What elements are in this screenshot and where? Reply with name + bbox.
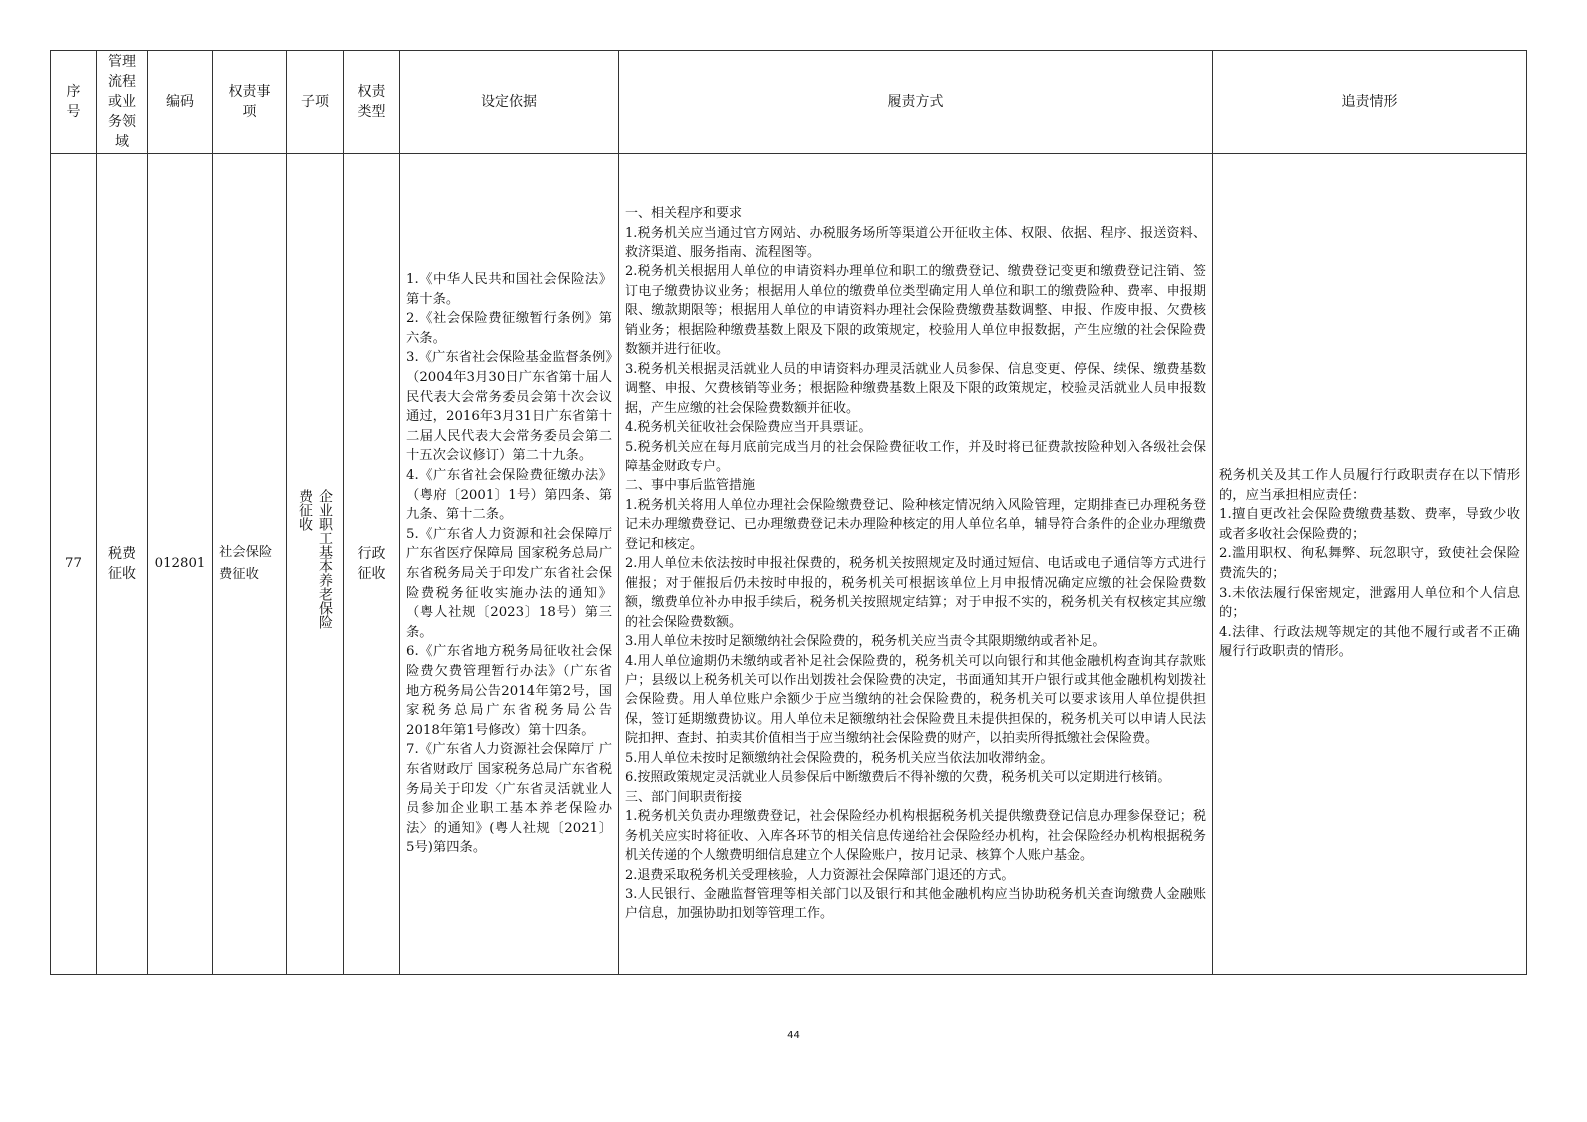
cell-code: 012801 (148, 154, 213, 975)
cell-method (619, 154, 1213, 975)
method-item: 3.税务机关根据灵活就业人员的申请资料办理灵活就业人员参保、信息变更、停保、续保、缴费基数调整、申报、欠费核销等业务；根据险种缴费基数上限及下限的政策规定，校验灵活就业人员申报数据，产生应缴的社会保险费数额并征收。 (625, 361, 1206, 416)
blame-intro: 税务机关及其工作人员履行行政职责存在以下情形的，应当承担相应责任： (1219, 468, 1520, 503)
blame-item: 1.擅自更改社会保险费缴费基数、费率，导致少收或者多收社会保险费的； (1219, 507, 1520, 542)
cell-seq: 77 (51, 154, 97, 975)
method-item: 4.用人单位逾期仍未缴纳或者补足社会保险费的，税务机关可以向银行和其他金融机构查询其存款账户；县级以上税务机关可以作出划拨社会保险费的决定，书面通知其开户银行或其他金融机构划拨社会保险费。用人单位账户余额少于应当缴纳的社会保险费的，税务机关可以要求该用人单位提供担保，签订延期缴费协议。用人单位未足额缴纳社会保险费且未提供担保的，税务机关可以申请人民法院扣押、查封、拍卖其价值相当于应当缴纳社会保险费的财产，以拍卖所得抵缴社会保险费。 (625, 653, 1206, 747)
basis-item: 1.《中华人民共和国社会保险法》第十条。 (406, 272, 612, 307)
header-domain: 管理流程或业务领域 (97, 51, 148, 154)
basis-item: 5.《广东省人力资源和社会保障厅 广东省医疗保障局 国家税务总局广东省税务局关于印发广东省社会保险费税务征收实施办法的通知》（粤人社规〔2023〕18号）第三条。 (406, 526, 612, 640)
method-heading: 二、事中事后监管措施 (625, 478, 756, 494)
method-item: 5.税务机关应在每月底前完成当月的社会保险费征收工作，并及时将已征费款按险种划入各级社会保障基金财政专户。 (625, 439, 1206, 474)
duty-table (50, 50, 1527, 975)
basis-item: 7.《广东省人力资源社会保障厅 广东省财政厅 国家税务总局广东省税务局关于印发〈广东省灵活就业人员参加企业职工基本养老保险办法〉的通知》(粤人社规〔2021〕5号)第四条。 (406, 742, 612, 856)
header-code: 编码 (148, 51, 213, 154)
method-item: 3.人民银行、金融监督管理等相关部门以及银行和其他金融机构应当协助税务机关查询缴费人金融账户信息，加强协助扣划等管理工作。 (625, 886, 1206, 922)
method-item: 3.用人单位未按时足额缴纳社会保险费的，税务机关应当责令其限期缴纳或者补足。 (625, 634, 1106, 650)
header-blame: 追责情形 (1213, 51, 1527, 154)
blame-item: 2.滥用职权、徇私舞弊、玩忽职守，致使社会保险费流失的； (1219, 546, 1520, 581)
header-type: 权责类型 (344, 51, 400, 154)
page-number: 44 (787, 1030, 800, 1041)
method-item: 1.税务机关应当通过官方网站、办税服务场所等渠道公开征收主体、权限、依据、程序、报送资料、救济渠道、服务指南、流程图等。 (625, 225, 1206, 261)
cell-matter: 社会保险费征收 (213, 154, 287, 975)
method-item: 5.用人单位未按时足额缴纳社会保险费的，税务机关应当依法加收滞纳金。 (625, 750, 1054, 766)
blame-item: 4.法律、行政法规等规定的其他不履行或者不正确履行行政职责的情形。 (1219, 624, 1520, 660)
method-item: 2.退费采取税务机关受理核验，人力资源社会保障部门退还的方式。 (625, 867, 1015, 883)
basis-item: 6.《广东省地方税务局征收社会保险费欠费管理暂行办法》（广东省地方税务局公告2014年第2号，国家税务总局广东省税务局公告2018年第1号修改）第十四条。 (406, 644, 612, 738)
basis-item: 2.《社会保险费征缴暂行条例》第六条。 (406, 311, 612, 346)
method-item: 1.税务机关负责办理缴费登记，社会保险经办机构根据税务机关提供缴费登记信息办理参保登记；税务机关应实时将征收、入库各环节的相关信息传递给社会保险经办机构，社会保险经办机构根据税务机关传递的个人缴费明细信息建立个人保险账户，按月记录、核算个人账户基金。 (625, 809, 1206, 864)
method-item: 2.税务机关根据用人单位的申请资料办理单位和职工的缴费登记、缴费登记变更和缴费登记注销、签订电子缴费协议业务；根据用人单位的缴费单位类型确定用人单位和职工的缴费险种、费率、申报期限、缴款期限等；根据用人单位的申请资料办理社会保险费缴费基数调整、申报、作废申报、欠费核销业务；根据险种缴费基数上限及下限的政策规定，校验用人单位申报数据，产生应缴的社会保险费数额并进行征收。 (625, 264, 1206, 358)
table-row (51, 154, 1527, 975)
blame-item: 3.未依法履行保密规定，泄露用人单位和个人信息的； (1219, 585, 1520, 621)
header-matter: 权责事项 (213, 51, 287, 154)
header-basis: 设定依据 (400, 51, 619, 154)
header-subitem: 子项 (287, 51, 344, 154)
header-seq: 序号 (51, 51, 97, 154)
method-item: 4.税务机关征收社会保险费应当开具票证。 (625, 420, 872, 436)
header-row (51, 51, 1527, 154)
method-heading: 三、部门间职责衔接 (625, 789, 743, 805)
method-heading: 一、相关程序和要求 (625, 206, 743, 222)
method-item: 6.按照政策规定灵活就业人员参保后中断缴费后不得补缴的欠费，税务机关可以定期进行核销。 (625, 770, 1171, 786)
method-item: 1.税务机关将用人单位办理社会保险缴费登记、险种核定情况纳入风险管理，定期排查已办理税务登记未办理缴费登记、已办理缴费登记未办理险种核定的用人单位名单，辅导符合条件的企业办理缴费登记和核定。 (625, 497, 1206, 552)
header-method: 履责方式 (619, 51, 1213, 154)
cell-basis (400, 154, 619, 975)
cell-subitem: 企业职工基本养老保险费征收 (287, 154, 344, 975)
method-item: 2.用人单位未依法按时申报社保费的，税务机关按照规定及时通过短信、电话或电子通信等方式进行催报；对于催报后仍未按时申报的，税务机关可根据该单位上月申报情况确定应缴的社会保险费数额，缴费单位补办申报手续后，税务机关按照规定结算；对于申报不实的，税务机关有权核定其应缴的社会保险费数额。 (625, 556, 1206, 630)
basis-item: 4.《广东省社会保险费征缴办法》（粤府〔2001〕1号）第四条、第九条、第十二条。 (406, 468, 612, 523)
basis-item: 3.《广东省社会保险基金监督条例》（2004年3月30日广东省第十届人民代表大会常务委员会第十次会议通过，2016年3月31日广东省第十二届人民代表大会常务委员会第二十五次会议修订）第二十九条。 (406, 350, 612, 464)
cell-type: 行政征收 (344, 154, 400, 975)
cell-blame (1213, 154, 1527, 975)
cell-domain: 税费征收 (97, 154, 148, 975)
